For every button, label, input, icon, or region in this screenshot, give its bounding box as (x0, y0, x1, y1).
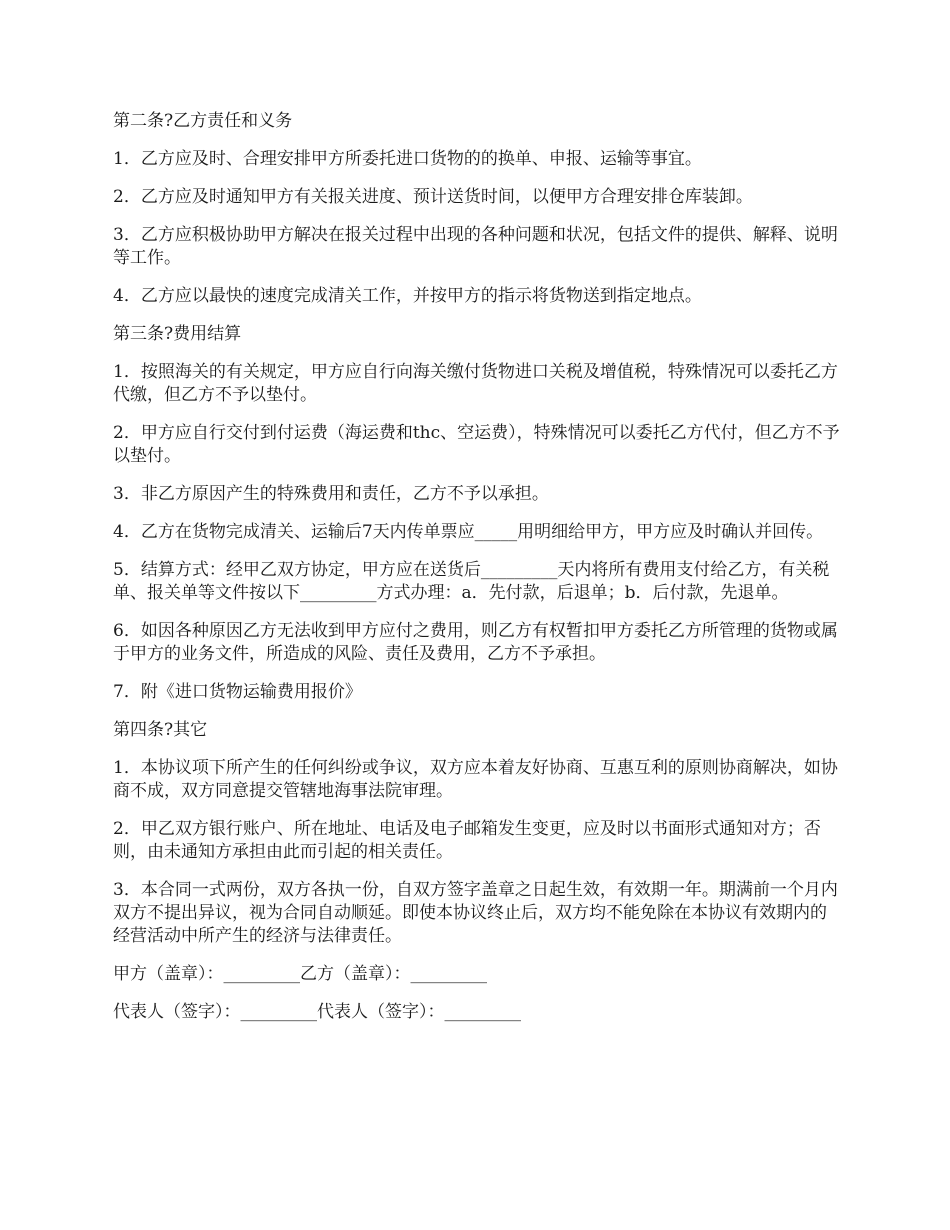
article-3-clause-7: 7．附《进口货物运输费用报价》 (113, 682, 362, 702)
article-3-clause-4: 4．乙方在货物完成清关、运输后7天内传单票应_____用明细给甲方，甲方应及时确认并回传。 (113, 522, 824, 542)
article-4-clause-1: 1．本协议项下所产生的任何纠纷或争议，双方应本着友好协商、互惠互利的原则协商解决，如协商不成，双方同意提交管辖地海事法院审理。 (113, 758, 838, 801)
signature-line: 代表人（签字）：_________代表人（签字）：_________ (113, 1002, 521, 1022)
article-4-clause-2: 2．甲乙双方银行账户、所在地址、电话及电子邮箱发生变更，应及时以书面形式通知对方；否则，由未通知方承担由此而引起的相关责任。 (113, 819, 821, 862)
article-3-clause-5: 5．结算方式：经甲乙双方协定，甲方应在送货后_________天内将所有费用支付给乙方，有关税单、报关单等文件按以下_________方式办理：a．先付款，后退单；b．后付款，先退单。 (113, 560, 830, 603)
article-4-heading: 第四条?其它 (113, 720, 208, 740)
article-2-heading: 第二条?乙方责任和义务 (113, 111, 293, 131)
article-2-clause-4: 4．乙方应以最快的速度完成清关工作，并按甲方的指示将货物送到指定地点。 (113, 286, 702, 306)
article-2-clause-1: 1．乙方应及时、合理安排甲方所委托进口货物的的换单、申报、运输等事宜。 (113, 149, 702, 169)
document-body (113, 110, 841, 1039)
article-2-clause-2: 2．乙方应及时通知甲方有关报关进度、预计送货时间，以便甲方合理安排仓库装卸。 (113, 187, 753, 207)
article-3-clause-1: 1．按照海关的有关规定，甲方应自行向海关缴付货物进口关税及增值税，特殊情况可以委托乙方代缴，但乙方不予以垫付。 (113, 362, 838, 405)
article-3-clause-6: 6．如因各种原因乙方无法收到甲方应付之费用，则乙方有权暂扣甲方委托乙方所管理的货物或属于甲方的业务文件，所造成的风险、责任及费用，乙方不予承担。 (113, 621, 838, 664)
article-4-clause-3: 3．本合同一式两份，双方各执一份，自双方签字盖章之日起生效，有效期一年。期满前一个月内双方不提出异议，视为合同自动顺延。即使本协议终止后，双方均不能免除在本协议有效期内的经营活动中所产生的经济与法律责任。 (113, 880, 838, 946)
article-3-clause-3: 3．非乙方原因产生的特殊费用和责任，乙方不予以承担。 (113, 484, 549, 504)
seal-line: 甲方（盖章）：_________乙方（盖章）：_________ (113, 964, 487, 984)
article-3-heading: 第三条?费用结算 (113, 324, 242, 344)
article-2-clause-3: 3．乙方应积极协助甲方解决在报关过程中出现的各种问题和状况，包括文件的提供、解释、说明等工作。 (113, 225, 838, 268)
article-3-clause-2: 2．甲方应自行交付到付运费（海运费和thc、空运费），特殊情况可以委托乙方代付，但乙方不予以垫付。 (113, 423, 840, 466)
